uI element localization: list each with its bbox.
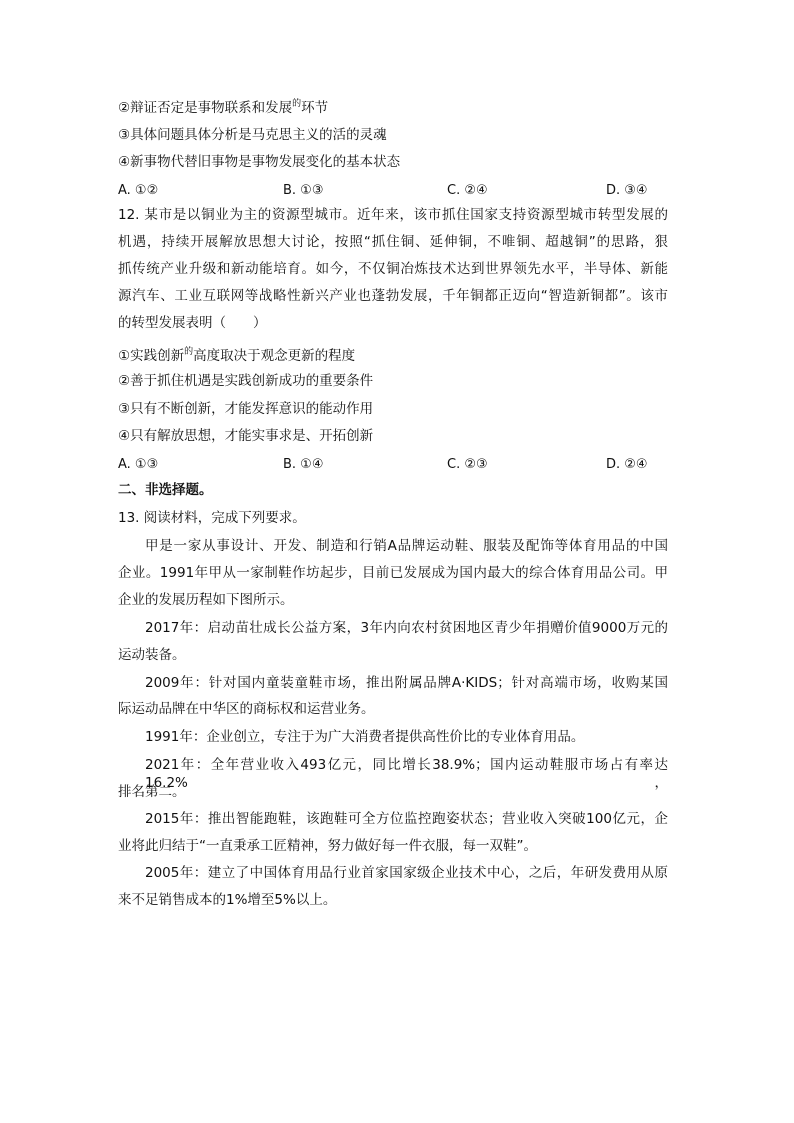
option-a: A. ①② (118, 183, 159, 198)
question-text-line: 的转型发展表明（ ） (118, 315, 267, 331)
timeline-2009: 2009年：针对国内童装童鞋市场，推出附属品牌A·KIDS；针对高端市场，收购某国 (145, 675, 668, 691)
material-line: 甲是一家从事设计、开发、制造和行销A品牌运动鞋、服装及配饰等体育用品的中国 (145, 538, 668, 554)
timeline-2017: 2017年：启动苗壮成长公益方案，3年内向农村贫困地区青少年捐赠价值9000万元的 (145, 620, 668, 636)
statement-4: ④只有解放思想，才能实事求是、开拓创新 (118, 428, 374, 444)
timeline-1991: 1991年：企业创立，专注于为广大消费者提供高性价比的专业体育用品。 (145, 729, 585, 745)
material-line: 际运动品牌在中华区的商标权和运营业务。 (118, 701, 375, 717)
question-13-title: 13. 阅读材料，完成下列要求。 (118, 510, 306, 526)
section-heading: 二、非选择题。 (118, 482, 213, 498)
option-d: D. ②④ (606, 457, 648, 472)
statement-3: ③只有不断创新，才能发挥意识的能动作用 (118, 401, 374, 417)
statement-text: ②辩证否定是事物联系和发展 (118, 100, 293, 116)
material-line: 运动装备。 (118, 647, 186, 663)
timeline-2005: 2005年：建立了中国体育用品行业首家国家级企业技术中心，之后，年研发费用从原 (145, 865, 668, 881)
statement-1 (118, 347, 355, 367)
statement-2: ②善于抓住机遇是实践创新成功的重要条件 (118, 373, 374, 389)
option-d: D. ③④ (606, 183, 648, 198)
material-line: 来不足销售成本的1%增至5%以上。 (118, 892, 337, 908)
statement-4: ④新事物代替旧事物是事物发展变化的基本状态 (118, 154, 401, 170)
statement-3: ③具体问题具体分析是马克思主义的活的灵魂 (118, 127, 387, 143)
option-a: A. ①③ (118, 457, 159, 472)
question-text-line: 抓传统产业升级和新动能培育。如今，不仅铜冶炼技术达到世界领先水平，半导体、新能 (118, 261, 668, 277)
timeline-2015: 2015年：推出智能跑鞋，该跑鞋可全方位监控跑姿状态；营业收入突破100亿元，企 (145, 811, 668, 827)
material-line: 业将此归结于“一直秉承工匠精神，努力做好每一件衣服，每一双鞋”。 (118, 838, 537, 854)
superscript-char: 的 (184, 347, 194, 357)
timeline-2021: 2021年：全年营业收入493亿元，同比增长38.9%；国内运动鞋服市场占有率达16.2%， (145, 757, 668, 791)
statement-text: ①实践创新 (118, 348, 185, 364)
superscript-char: 的 (292, 99, 302, 109)
option-b: B. ①③ (283, 183, 324, 198)
question-text-line: 源汽车、工业互联网等战略性新兴产业也蓬勃发展，千年铜都正迈向“智造新铜都”。该市 (118, 288, 668, 304)
question-text-line: 机遇，持续开展解放思想大讨论，按照“抓住铜、延伸铜，不唯铜、超越铜”的思路，狠 (118, 234, 668, 250)
material-line: 企业。1991年甲从一家制鞋作坊起步，目前已发展成为国内最大的综合体育用品公司。甲 (118, 565, 668, 581)
option-b: B. ①④ (283, 457, 324, 472)
material-line: 企业的发展历程如下图所示。 (118, 592, 294, 608)
material-line: 排名第二。 (118, 784, 186, 800)
statement-2 (118, 99, 328, 119)
question-text-line: 12. 某市是以铜业为主的资源型城市。近年来，该市抓住国家支持资源型城市转型发展的 (118, 207, 668, 223)
statement-text: 环节 (301, 100, 329, 116)
statement-text: 高度取决于观念更新的程度 (193, 348, 356, 364)
option-c: C. ②④ (447, 183, 488, 198)
option-c: C. ②③ (447, 457, 488, 472)
